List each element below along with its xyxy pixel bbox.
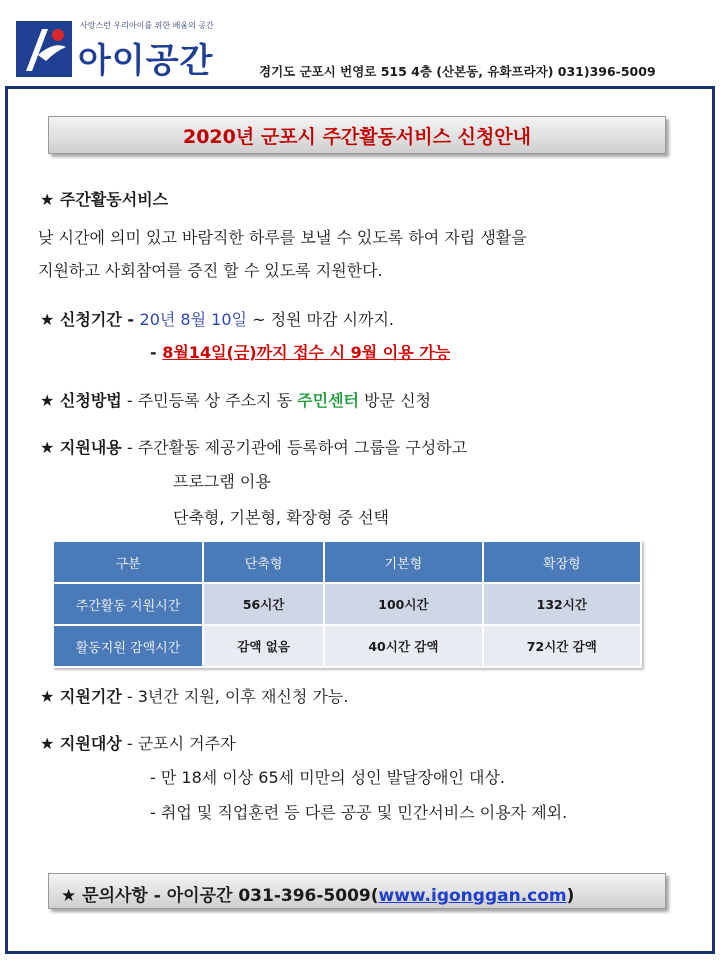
table-cell: 40시간 감액 [324, 625, 482, 667]
duration-row [40, 687, 348, 707]
method-pre: - 주민등록 상 주소지 동 [121, 391, 298, 410]
table-row [53, 625, 641, 667]
table-header: 구분 [53, 541, 203, 583]
target-item-2: - 취업 및 직업훈련 등 다른 공공 및 민간서비스 이용자 제외. [150, 803, 568, 822]
period-note-dash: - [150, 343, 163, 362]
method-highlight: 주민센터 [297, 391, 359, 410]
service-heading: ★ 주간활동서비스 [40, 190, 169, 209]
contact-banner [48, 873, 666, 909]
method-post: 방문 신청 [358, 391, 431, 410]
method-row [40, 391, 431, 411]
service-line-2: 지원하고 사회참여를 증진 할 수 있도록 지원한다. [38, 261, 383, 280]
target-text: - 군포시 거주자 [121, 734, 236, 753]
method-label: ★ 신청방법 [40, 391, 122, 410]
period-note: 8월14일(금)까지 접수 시 9월 이용 가능 [162, 343, 451, 362]
table-cell: 감액 없음 [203, 625, 324, 667]
table-row-header: 주간활동 지원시간 [53, 583, 203, 625]
content-label: ★ 지원내용 [40, 438, 122, 457]
table-row-header: 활동지원 감액시간 [53, 625, 203, 667]
table-header: 단축형 [203, 541, 324, 583]
content-line-2: 프로그램 이용 [173, 472, 271, 491]
period-date: 20년 8월 10일 [139, 310, 247, 329]
target-label: ★ 지원대상 [40, 734, 122, 753]
page-title: 2020년 군포시 주간활동서비스 신청안내 [182, 125, 532, 148]
period-rest: ~ 정원 마감 시까지. [246, 310, 395, 329]
brand-name: 아이공간 [78, 41, 214, 81]
logo-icon [16, 21, 72, 77]
table-cell: 132시간 [483, 583, 641, 625]
table-header-row [53, 541, 641, 583]
table-header: 기본형 [324, 541, 482, 583]
contact-close: ) [566, 886, 575, 906]
duration-label: ★ 지원기간 [40, 687, 122, 706]
tagline: 사랑스런 우리아이를 위한 배움의 공간 [80, 21, 214, 30]
contact-row [61, 881, 574, 906]
content-line-3: 단축형, 기본형, 확장형 중 선택 [173, 508, 389, 527]
contact-label: ★ 문의사항 - 아이공간 031-396-5009( [61, 886, 379, 906]
service-line-1: 낮 시간에 의미 있고 바람직한 하루를 보낼 수 있도록 하여 자립 생활을 [38, 228, 527, 247]
table-cell: 100시간 [324, 583, 482, 625]
table-cell: 56시간 [203, 583, 324, 625]
target-row [40, 734, 236, 754]
content-row [40, 438, 467, 458]
header [0, 0, 720, 84]
content-line-1: - 주간활동 제공기관에 등록하여 그룹을 구성하고 [121, 438, 468, 457]
period-dash: - [121, 310, 140, 329]
table-cell: 72시간 감액 [483, 625, 641, 667]
table-header: 확장형 [483, 541, 641, 583]
period-label: ★ 신청기간 [40, 310, 122, 329]
duration-text: - 3년간 지원, 이후 재신청 가능. [121, 687, 349, 706]
support-table [52, 540, 642, 668]
title-banner [48, 116, 666, 154]
period-row [40, 310, 394, 330]
website-link[interactable]: www.igonggan.com [378, 886, 567, 906]
address: 경기도 군포시 번영로 515 4층 (산본동, 유화프라자) 031)396-5009 [259, 64, 656, 79]
target-item-1: - 만 18세 이상 65세 미만의 성인 발달장애인 대상. [150, 768, 506, 787]
table-row [53, 583, 641, 625]
period-note-row [150, 343, 450, 363]
